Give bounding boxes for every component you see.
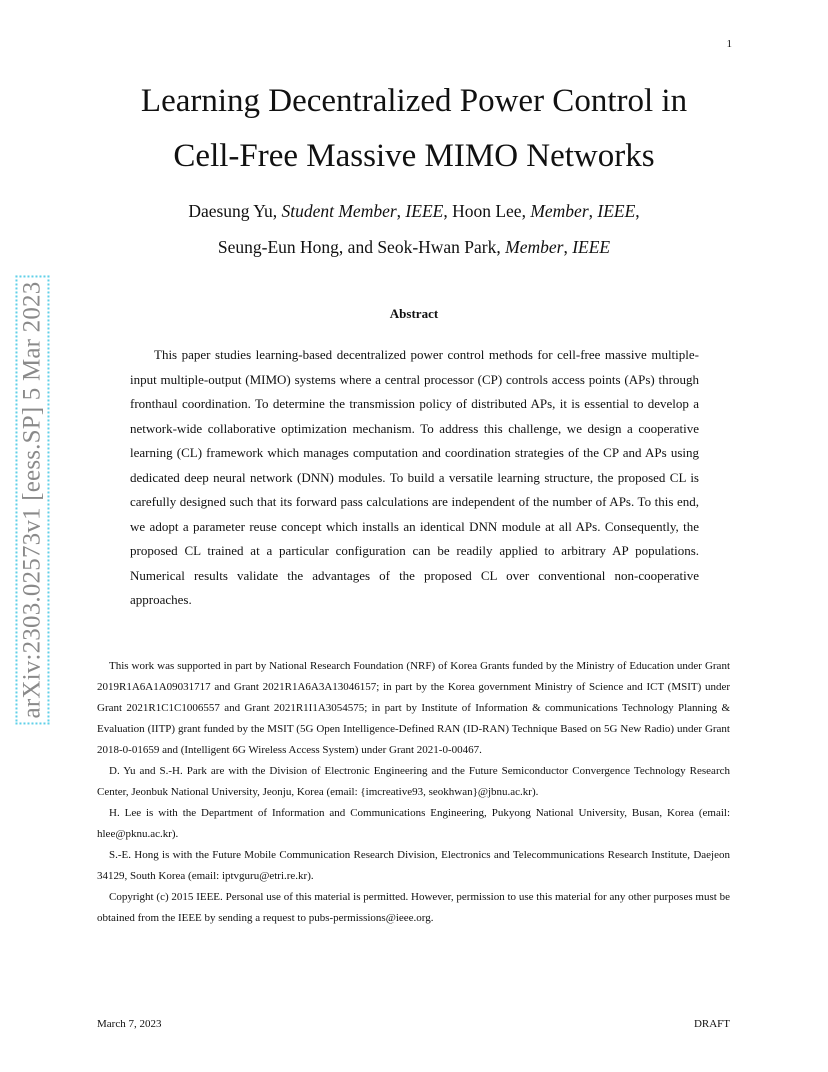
author-name: Seung-Eun Hong, and Seok-Hwan Park, — [217, 237, 506, 257]
author-separator: , — [563, 237, 573, 257]
footer-date: March 7, 2023 — [97, 1018, 162, 1030]
author-name: Daesung Yu, — [188, 201, 282, 221]
abstract-body: This paper studies learning-based decentralized power control methods for cell-free massive multiple-input multiple-output (MIMO) systems where a central processor (CP) controls access points (APs) through fronthaul coordination. To determine the transmission policy of distributed APs, it is essential to develop a network-wide collaborative optimization mechanism. To address this challenge, we design a cooperative learning (CL) framework which manages computation and coordination strategies of the CP and APs using dedicated deep neural network (DNN) modules. To build a versatile learning structure, the proposed CL is carefully designed such that its forward pass calculations are independent of the number of APs. To this end, we adopt a parameter reuse concept which installs an identical DNN module at all APs. Consequently, the proposed CL trained at a particular configuration can be readily applied to arbitrary AP populations. Numerical results validate the advantages of the proposed CL over conventional non-cooperative approaches. — [130, 347, 699, 607]
author-separator: , — [588, 201, 598, 221]
author-line-2 — [0, 229, 828, 265]
affiliation-footnote: S.-E. Hong is with the Future Mobile Communication Research Division, Electronics and Telecommunications Research Institute, Daejeon 34129, South Korea (email: iptvguru@etri.re.kr). — [97, 849, 730, 882]
author-line-1 — [0, 193, 828, 229]
author-society: IEEE — [597, 201, 636, 221]
affiliation-footnote: H. Lee is with the Department of Information and Communications Engineering, Pukyong National University, Busan, Korea (email: hlee@pknu.ac.kr). — [97, 807, 730, 840]
copyright-footnote: Copyright (c) 2015 IEEE. Personal use of this material is permitted. However, permission to use this material for any other purposes must be obtained from the IEEE by sending a request to pubs-permissions@ieee.org. — [97, 891, 730, 924]
author-membership: Member — [505, 237, 564, 257]
author-separator: , — [635, 201, 640, 221]
affiliation-footnote: D. Yu and S.-H. Park are with the Division of Electronic Engineering and the Future Semiconductor Convergence Technology Research Center, Jeonbuk National University, Jeonju, Korea (email: {imcreative93, seokhwan}@jbnu.ac.kr). — [97, 765, 730, 798]
funding-footnote: This work was supported in part by National Research Foundation (NRF) of Korea Grants funded by the Ministry of Education under Grant 2019R1A6A1A09031717 and Grant 2021R1A6A3A13046157; in part by the Korea government Ministry of Science and ICT (MSIT) under Grant 2021R1C1C1006557 and Grant 2021R1I1A3054575; in part by Institute of Information & communications Technology Planning & Evaluation (IITP) grant funded by the MSIT (5G Open Intelligence-Defined RAN (ID-RAN) Technique Based on 5G New Radio) under Grant 2018-0-01659 and (Intelligent 6G Wireless Access System) under Grant 2021-0-00467. — [97, 660, 730, 756]
author-separator: , — [396, 201, 406, 221]
arxiv-identifier-stamp — [10, 255, 54, 745]
footer-draft-label: DRAFT — [693, 1018, 730, 1030]
arxiv-identifier-text: arXiv:2303.02573v1 [eess.SP] 5 Mar 2023 — [15, 276, 49, 725]
paper-title — [0, 74, 828, 184]
title-line-2: Cell-Free Massive MIMO Networks — [173, 138, 655, 174]
author-membership: Student Member — [281, 201, 397, 221]
author-membership: Member — [530, 201, 589, 221]
page-number: 1 — [726, 38, 732, 50]
title-line-1: Learning Decentralized Power Control in — [140, 83, 688, 119]
author-list — [0, 193, 828, 265]
author-society: IEEE — [572, 237, 611, 257]
footnotes — [97, 656, 730, 929]
author-name: , Hoon Lee, — [443, 201, 531, 221]
author-society: IEEE — [405, 201, 444, 221]
abstract-heading: Abstract — [389, 306, 439, 321]
